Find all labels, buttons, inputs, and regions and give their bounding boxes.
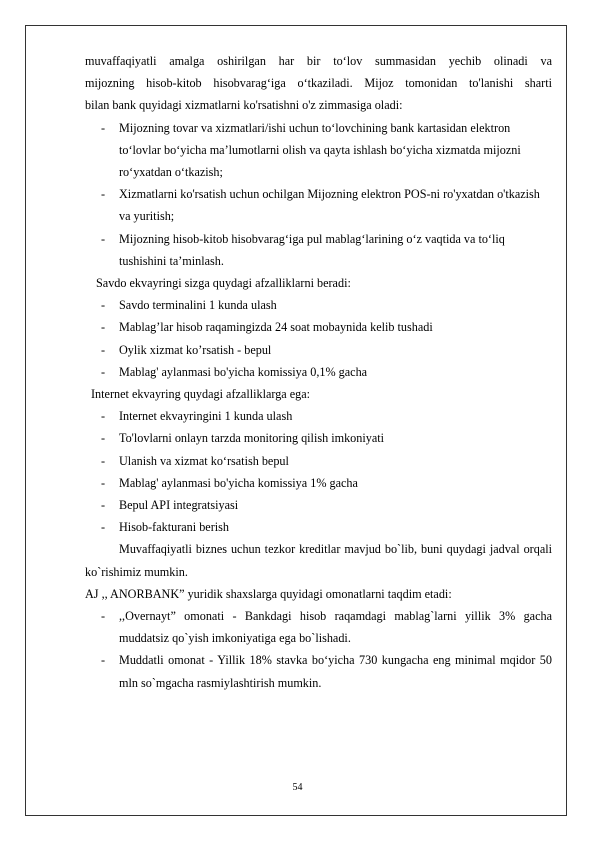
document-body bbox=[85, 50, 552, 694]
list-item: - Mijozning hisob-kitob hisobvarag‘iga pul mablag‘larining o‘z vaqtida va to‘liq tushishini ta’minlash. bbox=[85, 228, 552, 272]
internet-benefits-list bbox=[85, 405, 552, 538]
list-item: - Hisob-fakturani berish bbox=[85, 516, 552, 538]
list-item: - ,,Overnayt” omonati - Bankdagi hisob raqamdagi mablag`larni yillik 3% gacha muddatsiz qo`yish imkoniyatiga ega bo`lishadi. bbox=[85, 605, 552, 649]
dash-marker: - bbox=[101, 364, 106, 379]
intro-paragraph-line: muvaffaqiyatli amalga oshirilgan har bir to‘lov summasidan yechib olinadi va bbox=[85, 54, 552, 68]
dash-marker: - bbox=[101, 320, 106, 335]
list-item: - Mablag' aylanmasi bo'yicha komissiya 1% gacha bbox=[85, 472, 552, 494]
list-item: - Mablag' aylanmasi bo'yicha komissiya 0,1% gacha bbox=[85, 361, 552, 383]
list-item: - Muddatli omonat - Yillik 18% stavka bo‘yicha 730 kungacha eng minimal mqidor 50 mln so`mgacha rasmiylashtirish mumkin. bbox=[85, 649, 552, 693]
list-item: - Ulanish va xizmat ko‘rsatish bepul bbox=[85, 450, 552, 472]
list-item: - Oylik xizmat ko’rsatish - bepul bbox=[85, 339, 552, 361]
intro-paragraph-line: mijozning hisob-kitob hisobvarag‘iga o‘tkaziladi. Mijoz tomonidan to'lanishi sharti bbox=[85, 76, 552, 91]
credits-paragraph: Muvaffaqiyatli biznes uchun tezkor kreditlar mavjud bo`lib, buni quydagi jadval orqali ko`rishimiz mumkin. bbox=[85, 542, 552, 579]
dash-marker: - bbox=[101, 453, 106, 468]
savdo-benefits-list bbox=[85, 294, 552, 383]
list-item: - Xizmatlarni ko'rsatish uchun ochilgan Mijozning elektron POS-ni ro'yxatdan o'tkazish va yuritish; bbox=[85, 183, 552, 227]
dash-marker: - bbox=[101, 520, 106, 535]
dash-marker: - bbox=[101, 653, 106, 668]
list-item: - Mijozning tovar va xizmatlari/ishi uchun to‘lovchining bank kartasidan elektron to‘lovlar bo‘yicha ma’lumotlarni olish va qayta ishlash bo‘yicha xizmatda mijozni ro‘yxatdan o‘tkazish; bbox=[85, 117, 552, 184]
list-item: - To'lovlarni onlayn tarzda monitoring qilish imkoniyati bbox=[85, 427, 552, 449]
dash-marker: - bbox=[101, 609, 106, 624]
dash-marker: - bbox=[101, 187, 106, 202]
bank-obligations-list bbox=[85, 117, 552, 272]
dash-marker: - bbox=[101, 409, 106, 424]
intro-paragraph-line: bilan bank quyidagi xizmatlarni ko'rsatishni o'z zimmasiga oladi: bbox=[85, 98, 403, 113]
anorbank-intro: AJ ,, ANORBANK” yuridik shaxslarga quyidagi omonatlarni taqdim etadi: bbox=[85, 586, 452, 601]
dash-marker: - bbox=[101, 431, 106, 446]
list-item: - Internet ekvayringini 1 kunda ulash bbox=[85, 405, 552, 427]
deposits-list bbox=[85, 605, 552, 694]
dash-marker: - bbox=[101, 475, 106, 490]
dash-marker: - bbox=[101, 231, 106, 246]
dash-marker: - bbox=[101, 498, 106, 513]
internet-intro: Internet ekvayring quydagi afzalliklarga ega: bbox=[91, 387, 311, 402]
list-item: - Bepul API integratsiyasi bbox=[85, 494, 552, 516]
dash-marker: - bbox=[101, 342, 106, 357]
page-number: 54 bbox=[292, 782, 303, 793]
savdo-intro: Savdo ekvayringi sizga quydagi afzalliklarni beradi: bbox=[96, 276, 351, 291]
list-item: - Savdo terminalini 1 kunda ulash bbox=[85, 294, 552, 316]
list-item: - Mablag’lar hisob raqamingizda 24 soat mobaynida kelib tushadi bbox=[85, 316, 552, 338]
dash-marker: - bbox=[101, 120, 106, 135]
dash-marker: - bbox=[101, 298, 106, 313]
